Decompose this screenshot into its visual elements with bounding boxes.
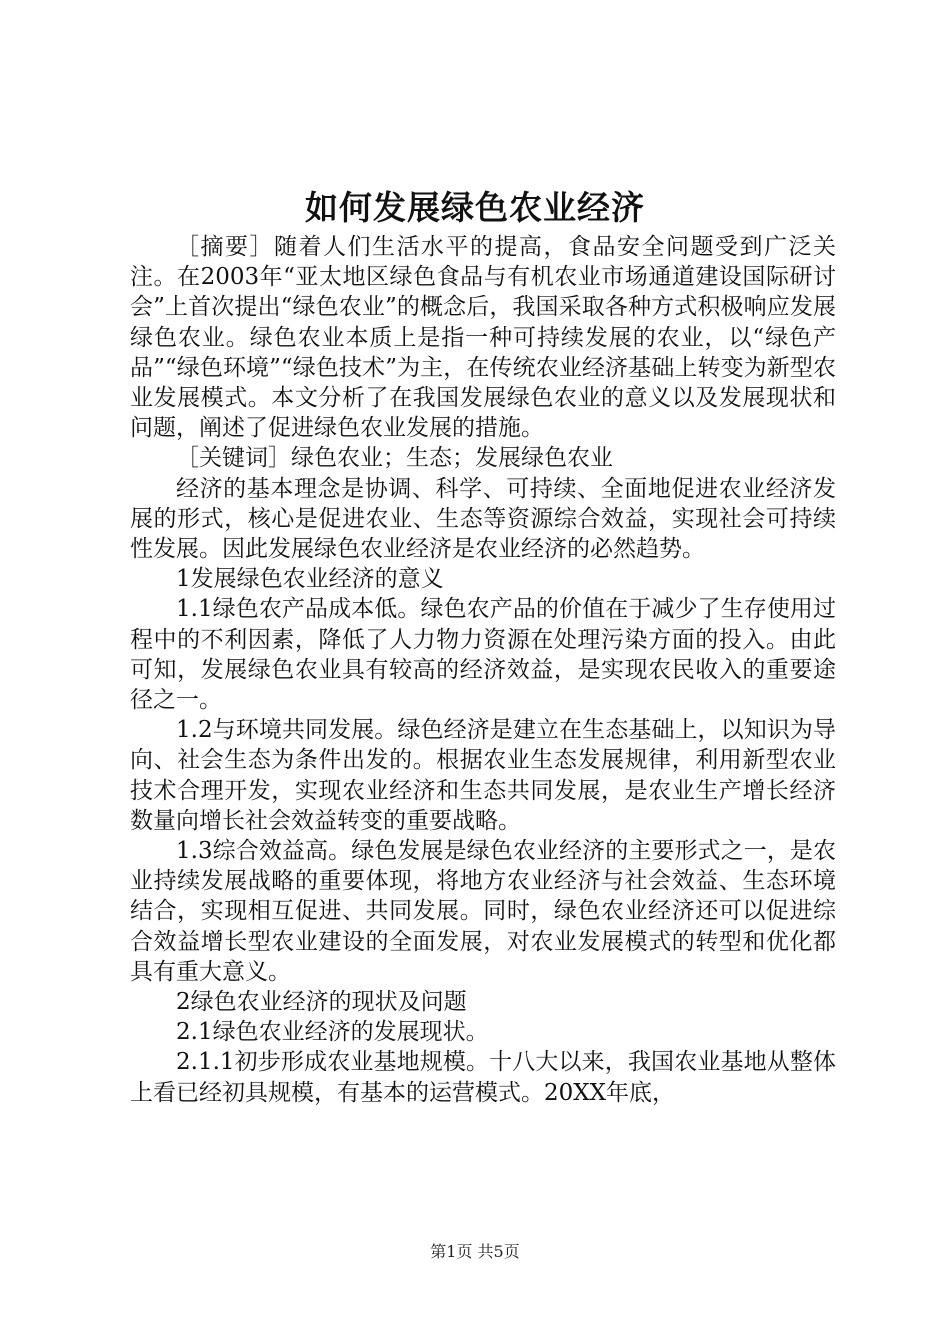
page-footer: 第1页 共5页 (430, 1242, 520, 1261)
section-heading-2: 2绿色农业经济的现状及问题 (176, 989, 467, 1016)
section-heading-1: 1发展绿色农业经济的意义 (176, 566, 444, 593)
intro-paragraph: 经济的基本理念是协调、科学、可持续、全面地促进农业经济发展的形式，核心是促进农业、生态等资源综合效益，实现社会可持续性发展。因此发展绿色农业经济是农业经济的必然趋势。 (130, 475, 836, 563)
keywords-paragraph: ［关键词］绿色农业；生态；发展绿色农业 (176, 445, 613, 472)
section-1-2-paragraph: 1.2与环境共同发展。绿色经济是建立在生态基础上，以知识为导向、社会生态为条件出发的。根据农业生态发展规律，利用新型农业技术合理开发，实现农业经济和生态共同发展，是农业生产增长经济数量向增长社会效益转变的重要战略。 (130, 717, 836, 834)
abstract-paragraph: ［摘要］随着人们生活水平的提高，食品安全问题受到广泛关注。在2003年“亚太地区绿色食品与有机农业市场通道建设国际研讨会”上首次提出“绿色农业”的概念后，我国采取各种方式积极响应发展绿色农业。绿色农业本质上是指一种可持续发展的农业，以“绿色产品”“绿色环境”“绿色技术”为主，在传统农业经济基础上转变为新型农业发展模式。本文分析了在我国发展绿色农业的意义以及发展现状和问题，阐述了促进绿色农业发展的措施。 (130, 234, 836, 442)
page-title: 如何发展绿色农业经济 (305, 188, 645, 227)
section-1-1-paragraph: 1.1绿色农产品成本低。绿色农产品的价值在于减少了生存使用过程中的不利因素，降低了人力物力资源在处理污染方面的投入。由此可知，发展绿色农业具有较高的经济效益，是实现农民收入的重要途径之一。 (130, 596, 836, 714)
section-1-3-paragraph: 1.3综合效益高。绿色发展是绿色农业经济的主要形式之一，是农业持续发展战略的重要体现，将地方农业经济与社会效益、生态环境结合，实现相互促进、共同发展。同时，绿色农业经济还可以促进综合效益增长型农业建设的全面发展，对农业发展模式的转型和优化都具有重大意义。 (130, 838, 836, 985)
section-2-1-1-paragraph: 2.1.1初步形成农业基地规模。十八大以来，我国农业基地从整体上看已经初具规模，有基本的运营模式。20XX年底， (130, 1049, 836, 1106)
section-heading-2-1: 2.1绿色农业经济的发展现状。 (176, 1019, 489, 1046)
document-body (130, 232, 836, 1108)
